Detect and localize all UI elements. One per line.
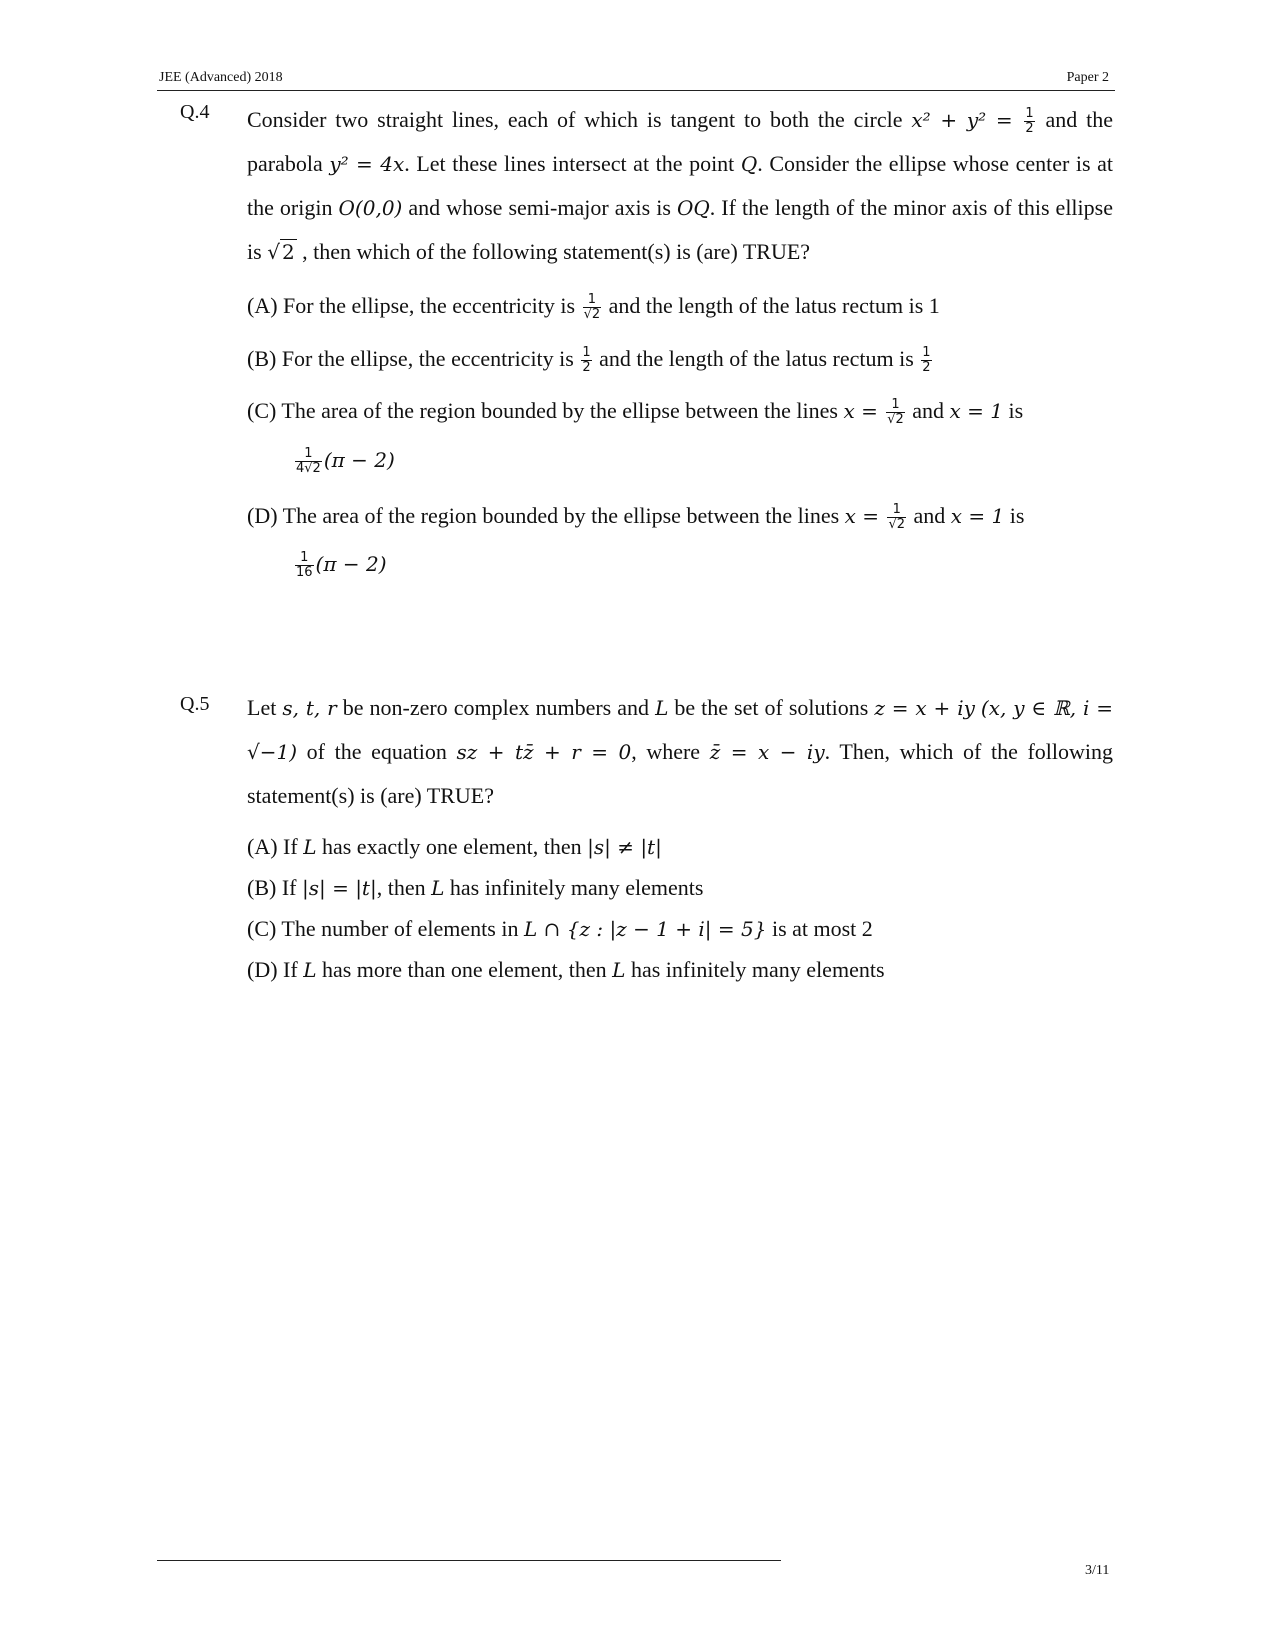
q5-option-c: (C) The number of elements in L ∩ {z : |z − 1 + i| = 5} is at most 2 xyxy=(247,916,873,941)
q4-option-c: (C) The area of the region bounded by the ellipse between the lines x = $\frac{1}{√2}$ and x = 1 is xyxy=(247,397,1024,428)
page-number: 3/11 xyxy=(1085,1563,1110,1578)
q4-option-d-value: $\frac{1}{16}$ (π − 2) xyxy=(296,550,387,581)
question-4-stem xyxy=(247,98,1113,274)
q4-parabola-eq: y² = 4x xyxy=(329,152,405,176)
q4-stem-text: , then which of the following statement(s) is (are) TRUE? xyxy=(296,239,811,264)
sqrt-2: √ 2 xyxy=(267,240,295,264)
fraction: $\frac{1}{2}$ xyxy=(1025,106,1034,137)
fraction: $\frac{1}{√2}$ xyxy=(887,397,904,428)
q4-semi-major: OQ xyxy=(676,196,710,220)
q4-origin: O(0,0) xyxy=(338,196,403,220)
question-number-5: Q.5 xyxy=(180,693,210,715)
fraction: $\frac{1}{16}$ xyxy=(296,550,313,581)
question-number-4: Q.4 xyxy=(180,101,210,123)
q4-option-c-value: $\frac{1}{4√2}$ (π − 2) xyxy=(296,446,395,477)
paper-label: Paper 2 xyxy=(1066,70,1109,85)
q4-point-q: Q xyxy=(740,152,758,176)
q4-option-d: (D) The area of the region bounded by the ellipse between the lines x = $\frac{1}{√2}$ and x = 1 is xyxy=(247,502,1025,533)
q5-option-a: (A) If L has exactly one element, then |s| ≠ |t| xyxy=(247,834,662,859)
q4-option-b: (B) For the ellipse, the eccentricity is $\frac{1}{2}$ and the length of the latus rectum is $\frac{1}{2}$ xyxy=(247,345,931,376)
question-5-stem: Let s, t, r be non-zero complex numbers and L be the set of solutions z = x + iy (x, y ∈ ℝ, i = √−1) of the equation sz + tz̄ + r = 0, where z̄ = x − iy. Then, which of the following statement(s) is (are) TRUE? xyxy=(247,695,1114,808)
q4-option-a: (A) For the ellipse, the eccentricity is $\frac{1}{√2}$ and the length of the latus rectum is 1 xyxy=(247,292,940,323)
q4-stem-text: . If the length of the minor axis of this ellipse is xyxy=(247,195,1113,264)
fraction: $\frac{1}{√2}$ xyxy=(888,502,905,533)
q4-stem-text: . Consider the ellipse whose center is at the origin xyxy=(247,151,1114,220)
q5-option-d: (D) If L has more than one element, then L has infinitely many elements xyxy=(247,957,885,982)
footer-divider xyxy=(157,1560,781,1561)
q4-stem-text: and whose semi-major axis is xyxy=(402,195,677,220)
page-header xyxy=(157,68,1115,91)
fraction: $\frac{1}{2}$ xyxy=(582,345,591,376)
q4-stem-text: . Let these lines intersect at the point xyxy=(404,151,741,176)
q4-stem-text: Consider two straight lines, each of which is tangent to both the circle xyxy=(247,107,912,132)
q4-stem-text: and the parabola xyxy=(247,107,1113,176)
q5-option-b: (B) If |s| = |t|, then L has infinitely many elements xyxy=(247,875,704,900)
q4-circle-eq: x² + y² = xyxy=(911,108,1023,132)
fraction: $\frac{1}{√2}$ xyxy=(583,292,601,323)
fraction: $\frac{1}{2}$ xyxy=(922,345,931,376)
fraction: $\frac{1}{4√2}$ xyxy=(296,446,321,477)
exam-title: JEE (Advanced) 2018 xyxy=(159,70,283,85)
